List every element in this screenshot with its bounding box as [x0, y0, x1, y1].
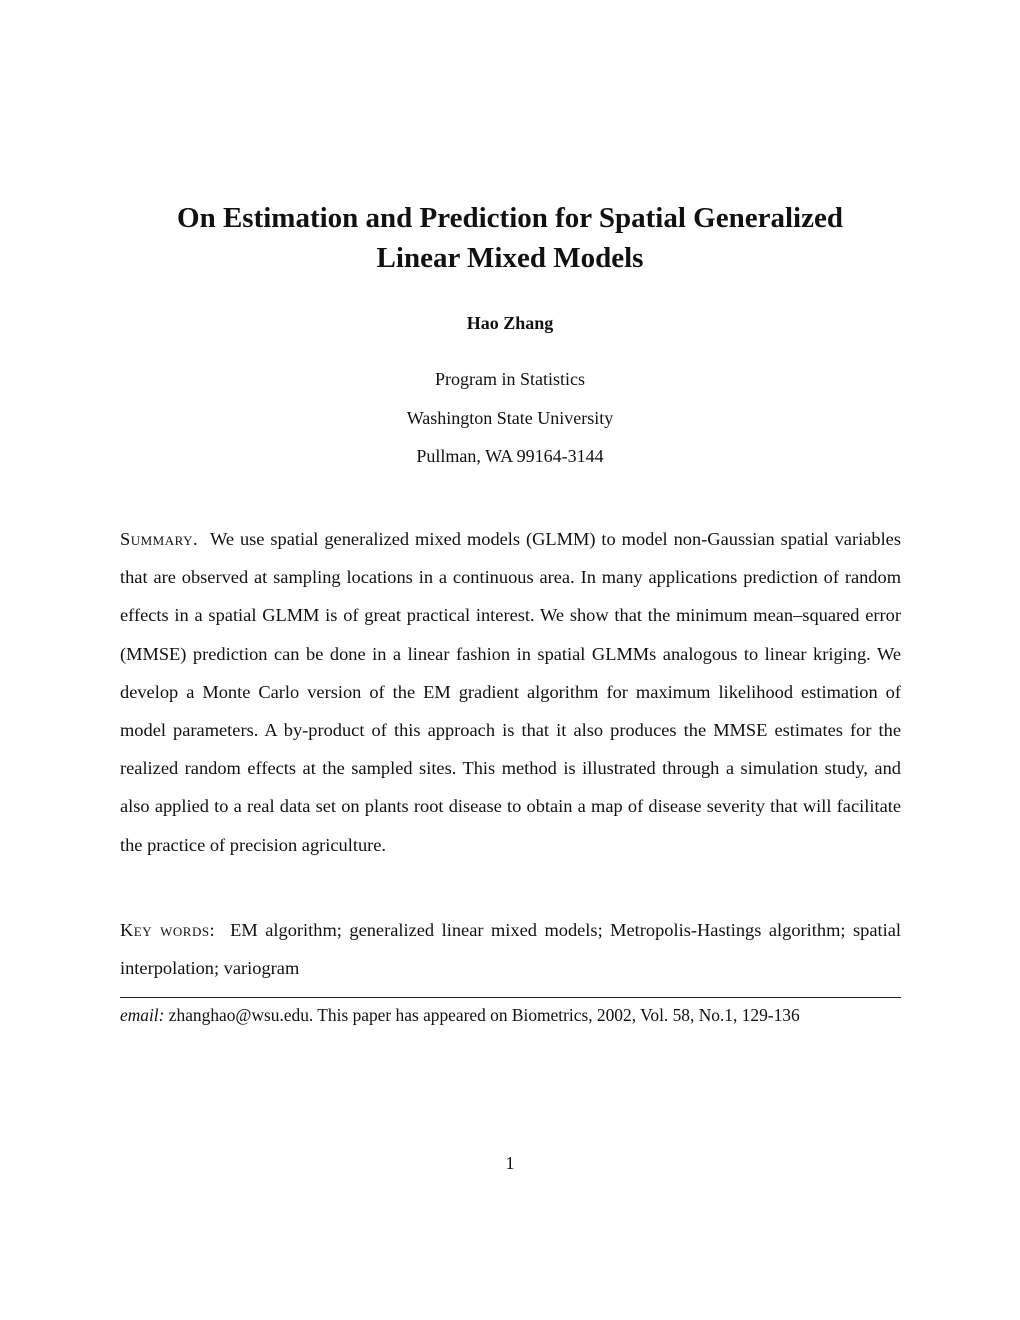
affiliation-program: Program in Statistics [435, 369, 585, 389]
paper-title [120, 198, 900, 278]
summary-label: Summary. [120, 529, 199, 549]
footnote-text: zhanghao@wsu.edu. This paper has appeared on Biometrics, 2002, Vol. 58, No.1, 129-136 [168, 1005, 800, 1025]
summary-paragraph [120, 520, 901, 864]
summary-text: We use spatial generalized mixed models (GLMM) to model non-Gaussian spatial variables that are observed at sampling locations in a continuous area. In many applications prediction of random effects in a spatial GLMM is of great practical interest. We show that the minimum mean–squared error (MMSE) prediction can be done in a linear fashion in spatial GLMMs analogous to linear kriging. We develop a Monte Carlo version of the EM gradient algorithm for maximum likelihood estimation of model parameters. A by-product of this approach is that it also produces the MMSE estimates for the realized random effects at the sampled sites. This method is illustrated through a simulation study, and also applied to a real data set on plants root disease to obtain a map of disease severity that will facilitate the practice of precision agriculture. [120, 529, 901, 855]
keywords-label: Key words: [120, 920, 216, 940]
author-name: Hao Zhang [466, 313, 554, 333]
footnote-rule [120, 997, 901, 998]
footnote-label: email: [120, 1005, 165, 1025]
author-affiliation [120, 360, 900, 476]
affiliation-address: Pullman, WA 99164-3144 [416, 446, 604, 466]
keywords-text: EM algorithm; generalized linear mixed models; Metropolis-Hastings algorithm; spatial interpolation; variogram [120, 920, 901, 979]
affiliation-university: Washington State University [406, 407, 614, 428]
title-line-1: On Estimation and Prediction for Spatial Generalized [177, 202, 843, 234]
footnote [120, 1004, 901, 1028]
keywords-paragraph [120, 911, 901, 987]
title-line-2: Linear Mixed Models [376, 242, 644, 274]
page-number: 1 [505, 1153, 515, 1173]
